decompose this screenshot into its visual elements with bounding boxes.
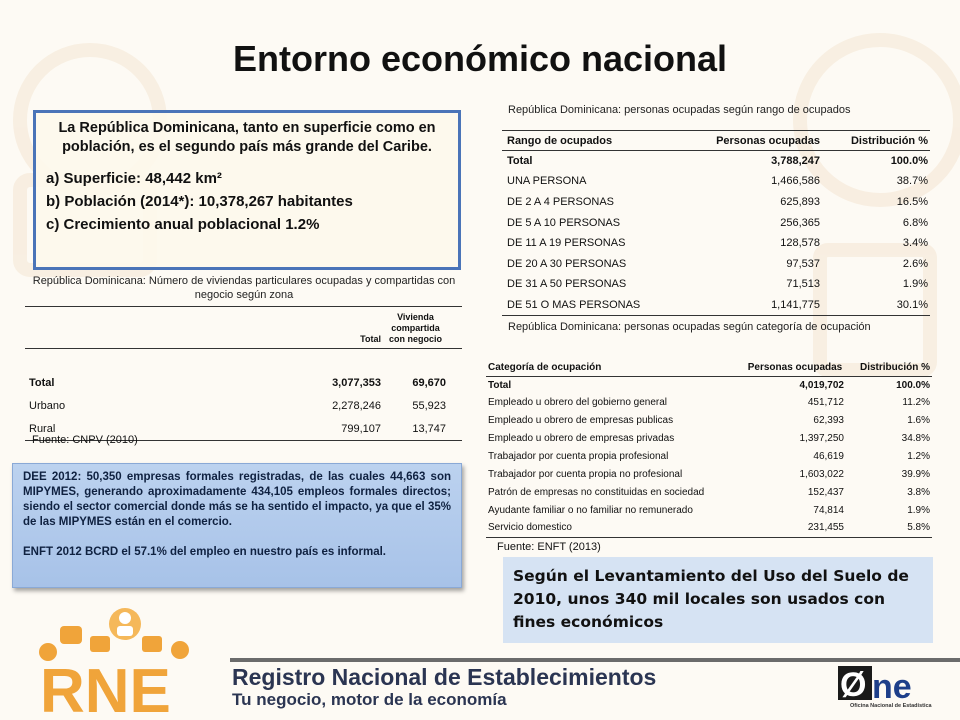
svg-text:Ø: Ø xyxy=(840,666,867,704)
table-row: DE 20 A 30 PERSONAS 97,537 2.6% xyxy=(507,257,928,270)
table-row: Empleado u obrero de empresas publicas 62,393 1.6% xyxy=(488,415,930,427)
categoria-header-personas: Personas ocupadas xyxy=(747,361,843,373)
table-row: Trabajador por cuenta propia profesional 46,619 1.2% xyxy=(488,451,930,462)
superficie-text: a) Superficie: 48,442 km² xyxy=(46,170,222,187)
table-row: Empleado u obrero del gobierno general 451,712 11.2% xyxy=(488,397,930,409)
table-row: Empleado u obrero de empresas privadas 1,397,250 34.8% xyxy=(488,433,930,445)
table-row: DE 51 O MAS PERSONAS 1,141,775 30.1% xyxy=(502,295,930,316)
page-title: Entorno económico nacional xyxy=(232,38,728,79)
ocupados-caption: República Dominicana: personas ocupadas según rango de ocupados xyxy=(508,104,851,116)
dee-text: DEE 2012: 50,350 empresas formales registradas, de las cuales 44,663 son MIPYMES, generando aproximadamente 434,105 empleos formales directos; siendo el sector comercial donde más se ha sentido el impacto, ya que el 35% de las MIPYMES están en el comercio. xyxy=(23,471,451,528)
intro-lead: La República Dominicana, tanto en superficie como en población, es el segundo país más grande del Caribe. xyxy=(58,120,436,155)
ocupados-header-personas: Personas ocupadas xyxy=(716,134,820,147)
table-row: DE 31 A 50 PERSONAS 71,513 1.9% xyxy=(507,278,928,291)
svg-text:RNE: RNE xyxy=(40,657,171,718)
categoria-table xyxy=(486,344,932,538)
poblacion-text: b) Población (2014*): 10,378,267 habitantes xyxy=(46,193,353,210)
table-row: Trabajador por cuenta propia no profesional 1,603,022 39.9% xyxy=(488,468,930,480)
table-row: Total 3,077,353 69,670 xyxy=(29,377,446,389)
table-row: UNA PERSONA 1,466,586 38.7% xyxy=(507,175,928,188)
table-row: Servicio domestico 231,455 5.8% xyxy=(486,519,932,537)
note-bold: Según el Levantamiento del Uso del Suelo de 2010, xyxy=(513,567,909,608)
table-row: DE 2 A 4 PERSONAS 625,893 16.5% xyxy=(507,195,928,208)
viviendas-header-compartida: Vivienda compartida con negocio xyxy=(388,312,442,344)
table-row: Total 4,019,702 100.0% xyxy=(488,379,930,391)
viviendas-caption: República Dominicana: Número de viviendas particulares ocupadas y compartidas con negocio según zona xyxy=(32,275,456,301)
categoria-header-distribucion: Distribución % xyxy=(859,361,930,373)
one-subtitle: Oficina Nacional de Estadística xyxy=(850,703,932,709)
ocupados-header-rango: Rango de ocupados xyxy=(507,134,613,147)
note-rest: unos 340 mil locales son usados con fines económicos xyxy=(513,590,886,631)
dee-info-box xyxy=(12,463,462,588)
rne-name: Registro Nacional de Establecimientos xyxy=(232,664,657,690)
viviendas-table xyxy=(25,306,462,441)
svg-text:ne: ne xyxy=(872,668,912,706)
intro-box xyxy=(33,110,461,270)
viviendas-header-total: Total xyxy=(360,334,381,344)
table-row: Rural 799,107 13,747 xyxy=(25,418,462,441)
viviendas-source: Fuente: CNPV (2010) xyxy=(32,434,138,446)
table-row: DE 5 A 10 PERSONAS 256,365 6.8% xyxy=(507,216,928,229)
table-row: Patrón de empresas no constituidas en sociedad 152,437 3.8% xyxy=(488,486,930,498)
viviendas-header-zone xyxy=(25,307,285,349)
categoria-source: Fuente: ENFT (2013) xyxy=(497,541,601,553)
crecimiento-text: c) Crecimiento anual poblacional 1.2% xyxy=(46,216,320,233)
enft-text: ENFT 2012 BCRD el 57.1% del empleo en nuestro país es informal. xyxy=(23,546,387,558)
categoria-header-categoria: Categoría de ocupación xyxy=(488,361,602,373)
categoria-caption: República Dominicana: personas ocupadas según categoría de ocupación xyxy=(508,321,871,333)
ocupados-header-distribucion: Distribución % xyxy=(850,134,928,147)
table-row: DE 11 A 19 PERSONAS 128,578 3.4% xyxy=(507,237,928,250)
rne-logo-icon xyxy=(30,600,220,718)
footer-divider xyxy=(230,658,960,662)
ocupados-table xyxy=(502,130,930,316)
table-row: Urbano 2,278,246 55,923 xyxy=(29,400,446,412)
table-row: Total 3,788,247 100.0% xyxy=(507,155,928,168)
rne-slogan: Tu negocio, motor de la economía xyxy=(232,690,507,709)
uso-suelo-note xyxy=(503,557,933,643)
table-row: Ayudante familiar o no familiar no remunerado 74,814 1.9% xyxy=(488,504,930,516)
